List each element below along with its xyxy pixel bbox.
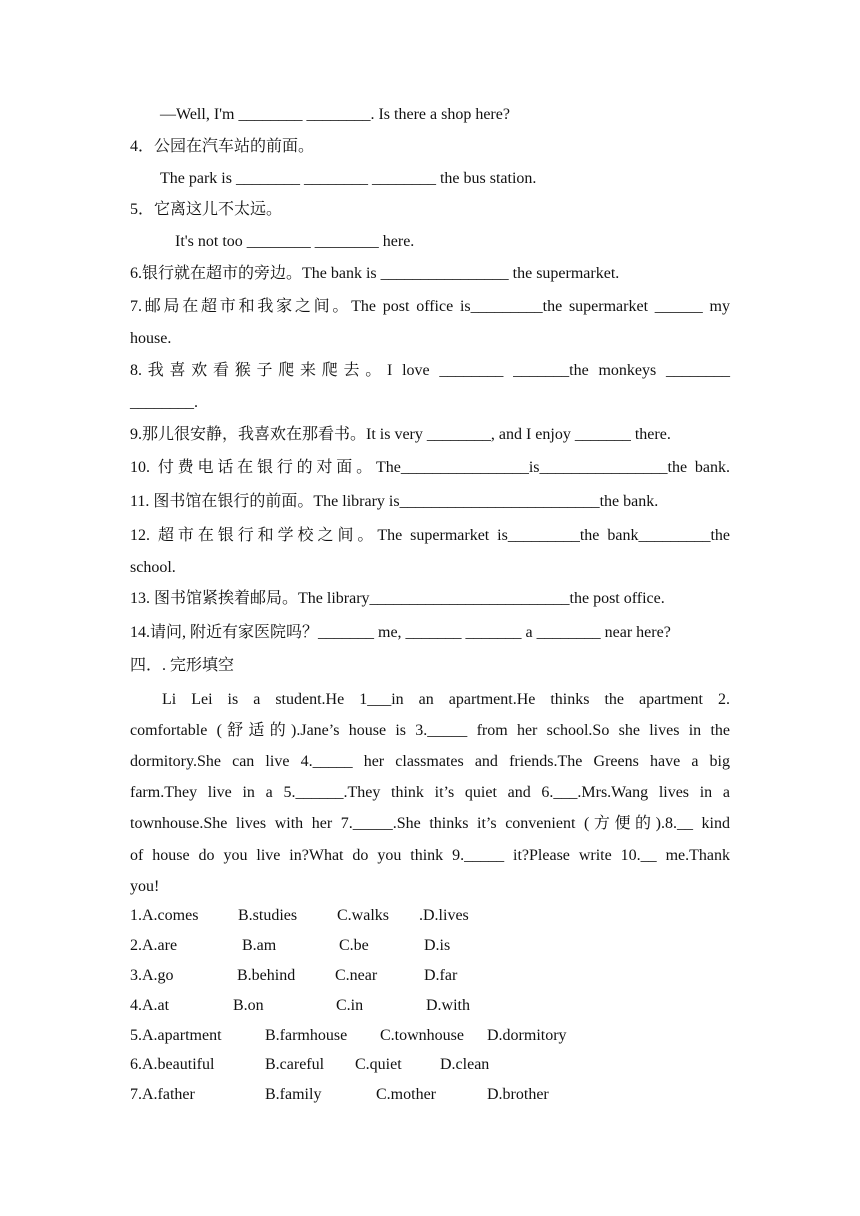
question-5-english: It's not too ________ ________ here.	[175, 233, 415, 250]
option-7-d: D.brother	[487, 1086, 549, 1103]
question-8-line-1: 8.我喜欢看猴子爬来爬去。I love ________ _______the monkeys ________	[130, 362, 730, 379]
option-5-a: 5.A.apartment	[130, 1027, 222, 1044]
option-5-c: C.townhouse	[380, 1027, 464, 1044]
question-7-line-2: house.	[130, 330, 172, 347]
option-6-d: D.clean	[440, 1056, 490, 1073]
question-7-line-1: 7.邮局在超市和我家之间。The post office is_________the supermarket ______ my	[130, 298, 730, 315]
option-7-a: 7.A.father	[130, 1086, 195, 1103]
passage-line-2: comfortable (舒适的).Jane’s house is 3._____ from her school.So she lives in the	[130, 722, 730, 739]
answer-line: —Well, I'm ________ ________. Is there a shop here?	[160, 106, 510, 123]
question-9: 9.那儿很安静，我喜欢在那看书。It is very ________, and I enjoy _______ there.	[130, 426, 671, 443]
question-10: 10. 付费电话在银行的对面。The________________is________________the bank.	[130, 459, 730, 476]
passage-line-5: townhouse.She lives with her 7._____.She thinks it’s convenient (方便的).8.__ kind	[130, 815, 730, 832]
option-3-d: D.far	[424, 967, 458, 984]
option-3-b: B.behind	[237, 967, 296, 984]
option-5-d: D.dormitory	[487, 1027, 567, 1044]
passage-line-6: of house do you live in?What do you think 9._____ it?Please write 10.__ me.Thank	[130, 847, 730, 864]
option-2-a: 2.A.are	[130, 937, 178, 954]
option-3-a: 3.A.go	[130, 967, 174, 984]
option-3-c: C.near	[335, 967, 378, 984]
question-14: 14.请问, 附近有家医院吗？_______ me, _______ _______ a ________ near here?	[130, 624, 671, 641]
option-4-b: B.on	[233, 997, 264, 1014]
passage-line-3: dormitory.She can live 4._____ her classmates and friends.The Greens have a big	[130, 753, 730, 770]
option-5-b: B.farmhouse	[265, 1027, 348, 1044]
question-4-chinese: 4．公园在汽车站的前面。	[130, 138, 315, 155]
option-7-b: B.family	[265, 1086, 322, 1103]
question-6: 6.银行就在超市的旁边。The bank is ________________ the supermarket.	[130, 265, 620, 282]
option-1-d: .D.lives	[419, 907, 469, 924]
option-1-b: B.studies	[238, 907, 298, 924]
option-2-c: C.be	[339, 937, 369, 954]
option-4-c: C.in	[336, 997, 364, 1014]
passage-line-7: you!	[130, 878, 160, 895]
question-12-line-2: school.	[130, 559, 176, 576]
option-4-a: 4.A.at	[130, 997, 170, 1014]
passage-line-4: farm.They live in a 5.______.They think it’s quiet and 6.___.Mrs.Wang lives in a	[130, 784, 730, 801]
option-7-c: C.mother	[376, 1086, 436, 1103]
question-12-line-1: 12. 超市在银行和学校之间。The supermarket is_________the bank_________the	[130, 527, 730, 544]
option-1-a: 1.A.comes	[130, 907, 199, 924]
question-13: 13. 图书馆紧挨着邮局。The library_________________________the post office.	[130, 590, 665, 607]
question-4-english: The park is ________ ________ ________ the bus station.	[160, 170, 537, 187]
section-heading: 四．. 完形填空	[130, 657, 235, 674]
option-6-c: C.quiet	[355, 1056, 402, 1073]
option-6-a: 6.A.beautiful	[130, 1056, 215, 1073]
question-11: 11. 图书馆在银行的前面。The library is_________________________the bank.	[130, 493, 659, 510]
passage-line-1: Li Lei is a student.He 1___in an apartment.He thinks the apartment 2.	[162, 691, 730, 708]
option-2-d: D.is	[424, 937, 451, 954]
option-4-d: D.with	[426, 997, 470, 1014]
question-5-chinese: 5．它离这儿不太远。	[130, 201, 283, 218]
option-2-b: B.am	[242, 937, 277, 954]
question-8-line-2: ________.	[130, 394, 198, 411]
option-6-b: B.careful	[265, 1056, 325, 1073]
option-1-c: C.walks	[337, 907, 389, 924]
